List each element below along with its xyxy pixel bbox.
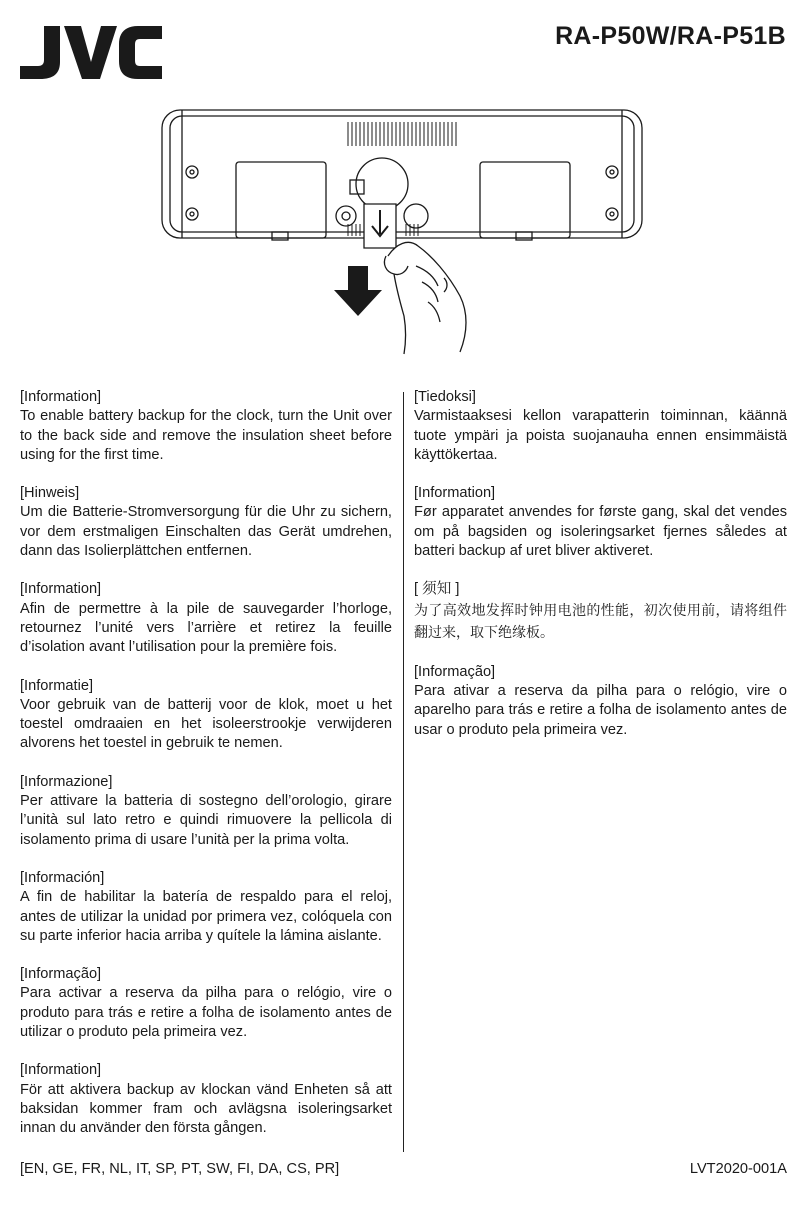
left-column	[20, 388, 392, 1158]
section-heading: [ 须知 ]	[414, 581, 460, 598]
jvc-logo	[20, 26, 162, 85]
section-text: Voor gebruik van de batterij voor de klok, moet u het toestel omdraaien en het isoleerstrookje verwijderen alvorens het toestel in gebruik te nemen.	[20, 696, 392, 752]
section-sv	[20, 1061, 392, 1138]
section-text: Varmistaaksesi kellon varapatterin toiminnan, käännä tuote ympäri ja poista suojanauha ennen ensimmäistä käyttökertaa.	[414, 408, 787, 463]
section-zh	[414, 580, 787, 643]
document-code: LVT2020-001A	[689, 1161, 787, 1177]
section-text: Per attivare la batteria di sostegno dell’orologio, girare l’unità sul lato retro e quindi rimuovere la pellicola di isolamento prima di usare l’unità per la prima volta.	[20, 793, 392, 848]
section-da	[414, 484, 787, 561]
column-divider	[403, 392, 404, 1152]
section-heading: [Informazione]	[20, 773, 113, 790]
section-text: 为了高效地发挥时钟用电池的性能，初次使用前，请将组件翻过来，取下绝缘板。	[414, 602, 787, 641]
section-it	[20, 773, 392, 850]
section-en	[20, 388, 392, 465]
section-de	[20, 484, 392, 561]
section-text: Afin de permettre à la pile de sauvegarder l’horloge, retournez l’unité vers l’arrière et retirez la feuille d’isolation avant l’utilisation pour la première fois.	[20, 600, 392, 656]
section-text: Para ativar a reserva da pilha para o relógio, vire o aparelho para trás e retire a folha de isolamento antes de usar o produto pela primeira vez.	[414, 682, 787, 738]
section-heading: [Informação]	[20, 966, 102, 983]
model-number: RA-P50W/RA-P51B	[555, 22, 786, 50]
section-heading: [Informação]	[414, 663, 496, 680]
section-fi	[414, 388, 787, 465]
section-heading: [Hinweis]	[20, 485, 80, 502]
section-text: Um die Batterie-Stromversorgung für die Uhr zu sichern, vor dem erstmaligen Einschalten das Gerät umdrehen, dann das Isolierplättchen entfernen.	[20, 504, 392, 560]
section-heading: [Information]	[414, 485, 496, 502]
section-heading: [Information]	[20, 581, 102, 598]
section-nl	[20, 677, 392, 754]
section-text: A fin de habilitar la batería de respaldo para el reloj, antes de utilizar la unidad por primera vez, colóquela con su parte inferior hacia arriba y quítele la lámina aislante.	[20, 889, 392, 944]
section-heading: [Information]	[20, 1062, 102, 1079]
product-illustration	[160, 106, 650, 361]
section-heading: [Informatie]	[20, 677, 93, 694]
section-heading: [Tiedoksi]	[414, 389, 476, 405]
section-text: Para activar a reserva da pilha para o relógio, vire o produto para trás e retire a folha de isolamento antes de utilizar o produto pela primeira vez.	[20, 985, 392, 1041]
section-text: För att aktivera backup av klockan vänd Enheten så att baksidan kommer fram och avlägsna isoleringsarket innan du använder den första gången.	[20, 1081, 392, 1137]
section-pt-br	[414, 663, 787, 740]
section-text: To enable battery backup for the clock, turn the Unit over to the back side and remove the insulation sheet before using for the first time.	[20, 408, 392, 463]
section-fr	[20, 580, 392, 657]
section-heading: [Information]	[20, 389, 102, 405]
section-heading: [Información]	[20, 869, 105, 886]
right-column	[414, 388, 787, 759]
language-codes: [EN, GE, FR, NL, IT, SP, PT, SW, FI, DA, CS, PR]	[20, 1161, 340, 1177]
section-text: Før apparatet anvendes for første gang, skal det vendes om på bagsiden og isoleringsarket fjernes således at batteri backup af uret bliver aktiveret.	[414, 504, 787, 560]
section-pt	[20, 965, 392, 1042]
section-es	[20, 869, 392, 946]
